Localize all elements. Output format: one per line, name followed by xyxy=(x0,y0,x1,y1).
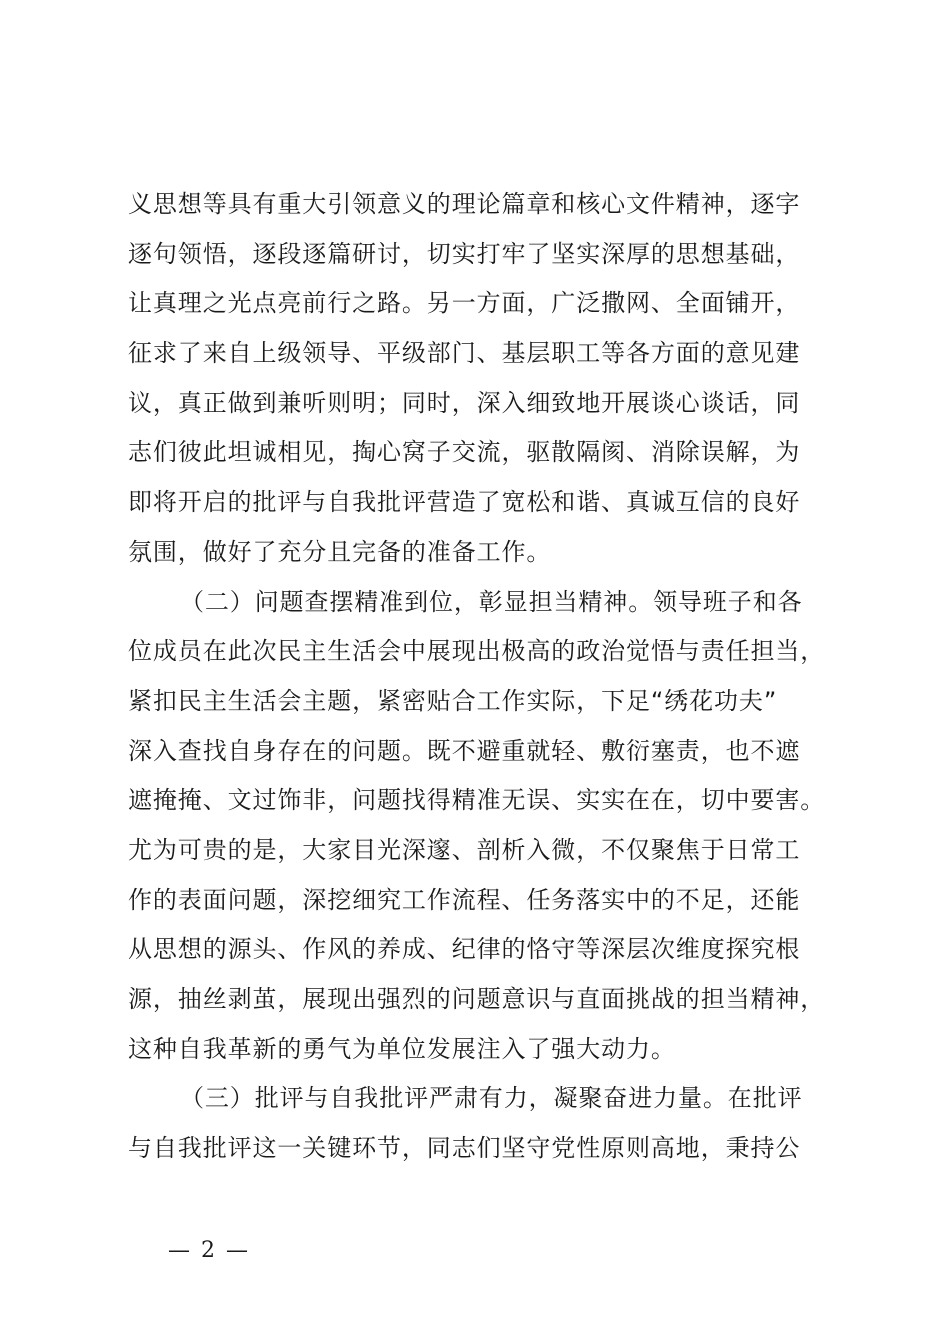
text-line: 让真理之光点亮前行之路。另一方面，广泛撒网、全面铺开， xyxy=(128,289,801,318)
body-text xyxy=(128,180,858,1174)
text-line: 从思想的源头、作风的养成、纪律的恪守等深层次维度探究根 xyxy=(128,935,801,964)
text-line: 深入查找自身存在的问题。既不避重就轻、敷衍塞责，也不遮 xyxy=(128,736,801,765)
text-line: 即将开启的批评与自我批评营造了宽松和谐、真诚互信的良好 xyxy=(128,488,801,517)
page-number: — 2 — xyxy=(168,1238,250,1263)
text-line: 义思想等具有重大引领意义的理论篇章和核心文件精神，逐字 xyxy=(128,190,801,218)
text-line: 作的表面问题，深挖细究工作流程、任务落实中的不足，还能 xyxy=(128,885,801,914)
text-line: 志们彼此坦诚相见，掏心窝子交流，驱散隔阂、消除误解，为 xyxy=(128,438,801,467)
text-line: 与自我批评这一关键环节，同志们坚守党性原则高地，秉持公 xyxy=(128,1134,801,1163)
text-line: 氛围，做好了充分且完备的准备工作。 xyxy=(128,537,552,566)
section-heading-line: （三）批评与自我批评严肃有力，凝聚奋进力量。在批评 xyxy=(180,1084,803,1113)
text-line: 遮掩掩、文过饰非，问题找得精准无误、实实在在，切中要害。 xyxy=(128,786,826,815)
text-line: 源，抽丝剥茧，展现出强烈的问题意识与直面挑战的担当精神， xyxy=(128,985,826,1013)
section-heading-line: （二）问题查摆精准到位，彰显担当精神。领导班子和各 xyxy=(180,587,803,616)
text-line: 紧扣民主生活会主题，紧密贴合工作实际，下足“绣花功夫” xyxy=(128,686,778,715)
text-line: 尤为可贵的是，大家目光深邃、剖析入微，不仅聚焦于日常工 xyxy=(128,835,801,864)
text-line: 这种自我革新的勇气为单位发展注入了强大动力。 xyxy=(128,1034,676,1063)
text-line: 议，真正做到兼听则明；同时，深入细致地开展谈心谈话，同 xyxy=(128,388,801,417)
text-line: 征求了来自上级领导、平级部门、基层职工等各方面的意见建 xyxy=(128,339,801,368)
text-line: 逐句领悟，逐段逐篇研讨，切实打牢了坚实深厚的思想基础， xyxy=(128,239,801,268)
text-line: 位成员在此次民主生活会中展现出极高的政治觉悟与责任担当， xyxy=(128,637,826,666)
